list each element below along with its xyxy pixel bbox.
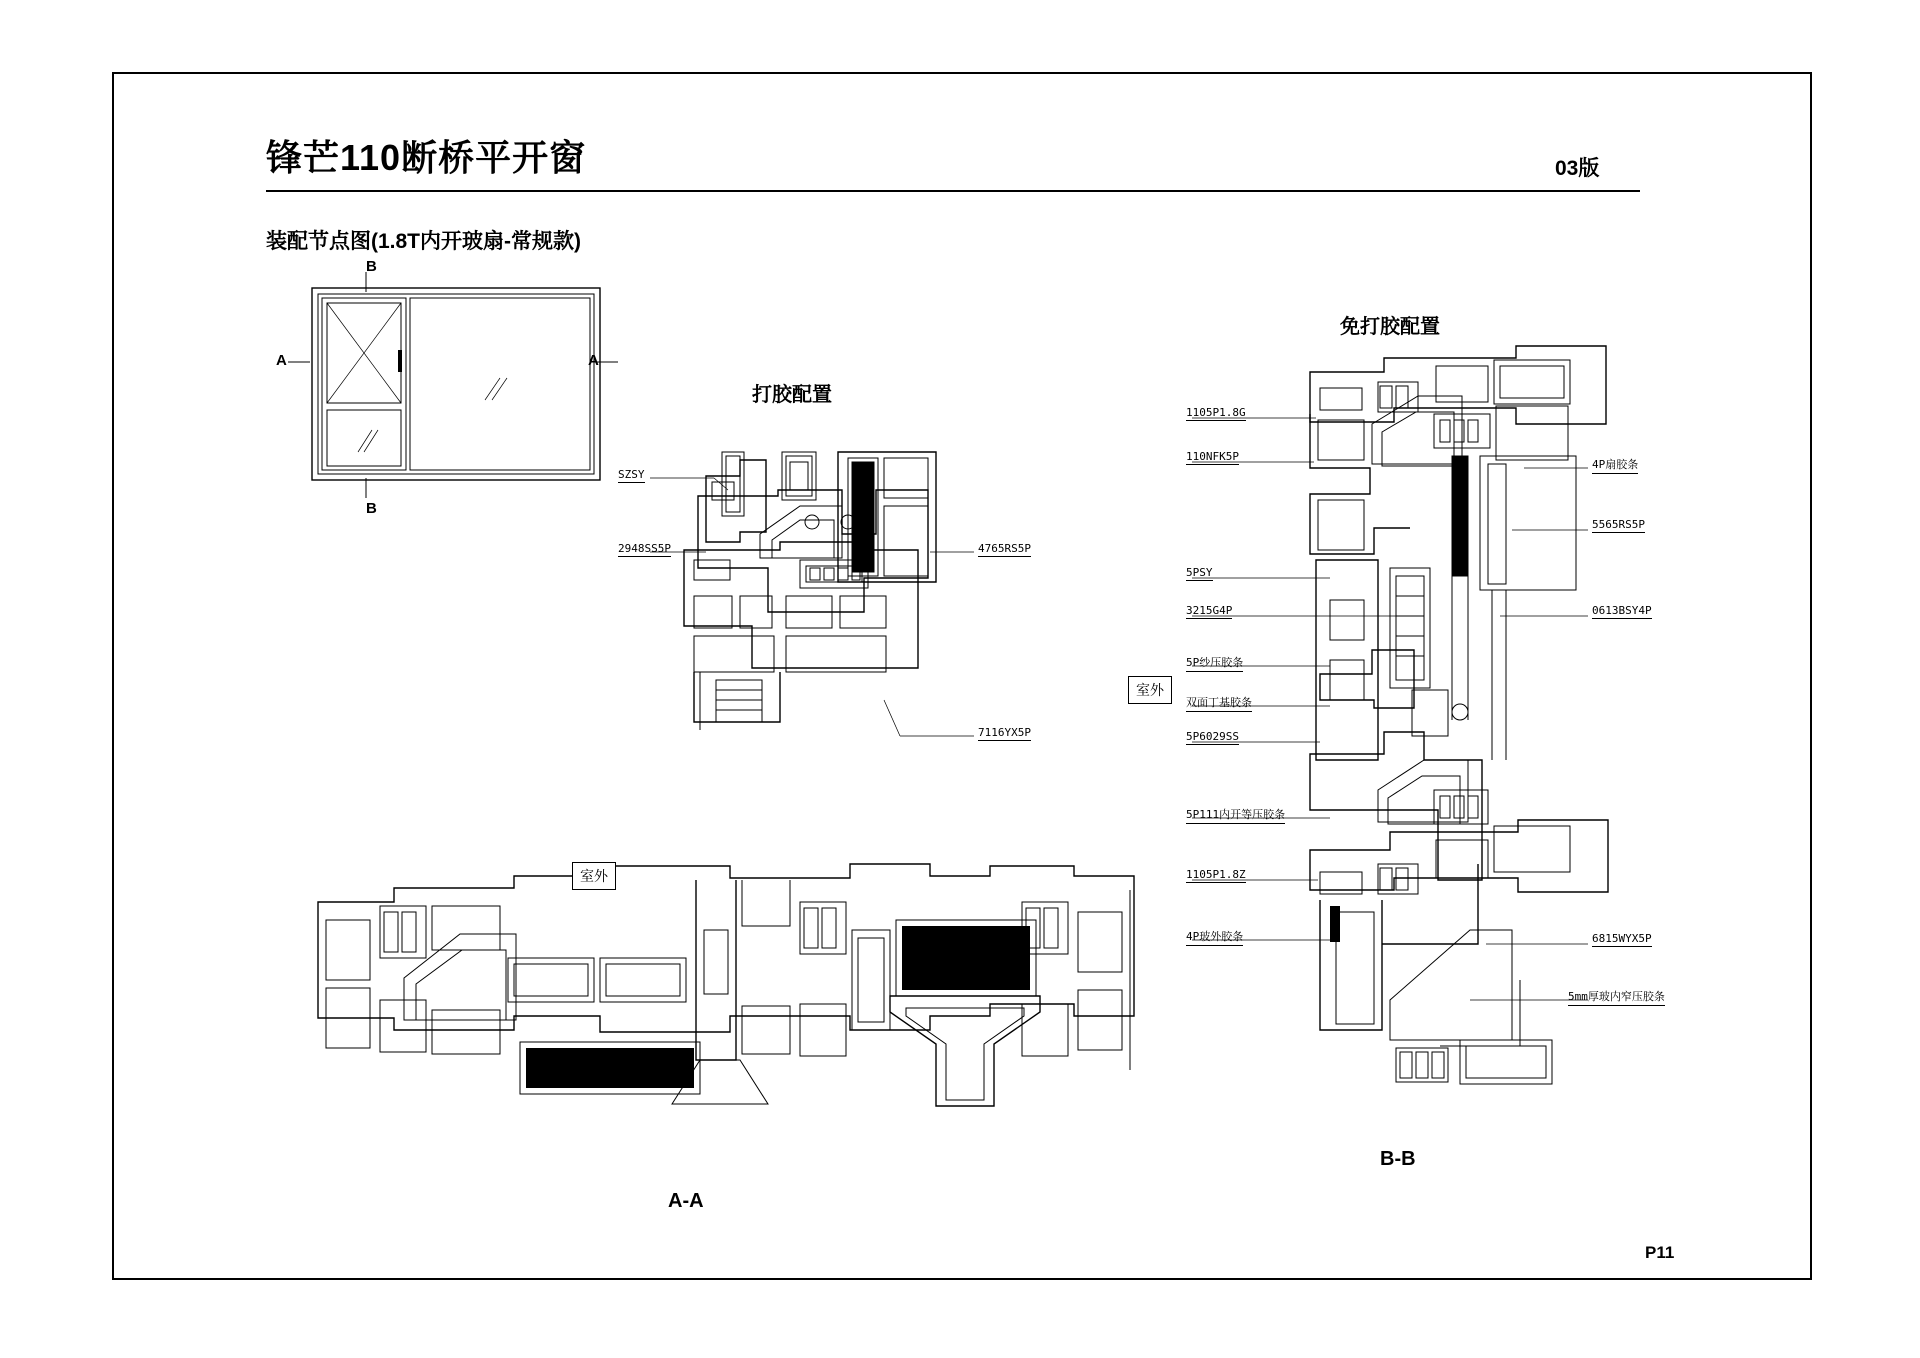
keyplan-window [288, 272, 618, 498]
outdoor-tag-right: 室外 [1128, 676, 1172, 704]
left-detail-section [650, 452, 974, 736]
subtitle: 装配节点图(1.8T内开玻扇-常规款) [266, 230, 581, 253]
label-7116yx5p: 7116YX5P [978, 726, 1031, 739]
label-4p-sash-gasket: 4P扇胶条 [1592, 456, 1638, 474]
right-detail-section [1178, 346, 1608, 1084]
label-110nfk5p: 110NFK5P [1186, 450, 1239, 463]
label-4p-outer-gasket: 4P玻外胶条 [1186, 928, 1243, 946]
version-label: 03版 [1555, 157, 1600, 180]
label-5p-sha-gasket: 5P纱压胶条 [1186, 654, 1243, 672]
bottom-section-caption: A-A [668, 1190, 704, 1212]
label-double-butyl-gasket: 双面丁基胶条 [1186, 694, 1252, 712]
right-detail-caption: 免打胶配置 [1340, 316, 1440, 338]
keyplan-section-right: A [588, 352, 599, 369]
label-5psy: 5PSY [1186, 566, 1213, 579]
label-6815wyx5p: 6815WYX5P [1592, 932, 1652, 945]
label-1105p18z: 1105P1.8Z [1186, 868, 1246, 881]
label-4765rs5p: 4765RS5P [978, 542, 1031, 555]
label-5mm-inner-gasket: 5mm厚玻内窄压胶条 [1568, 988, 1665, 1006]
keyplan-section-top: B [366, 258, 377, 275]
keyplan-section-bottom: B [366, 500, 377, 517]
bottom-detail-section [318, 864, 1134, 1106]
label-2948ss5p: 2948SS5P [618, 542, 671, 555]
keyplan-section-left: A [276, 352, 287, 369]
label-3215g4p: 3215G4P [1186, 604, 1233, 617]
left-detail-caption: 打胶配置 [752, 384, 832, 406]
label-5565rs5p: 5565RS5P [1592, 518, 1645, 531]
outdoor-tag-bottom: 室外 [572, 862, 616, 890]
label-0613bsy4p: 0613BSY4P [1592, 604, 1652, 617]
label-5p6029ss: 5P6029SS [1186, 730, 1239, 743]
label-5p111-gasket: 5P111内开等压胶条 [1186, 806, 1285, 824]
page-title: 锋芒110断桥平开窗 [266, 137, 587, 178]
label-szsy: SZSY [618, 468, 645, 481]
label-1105p18g: 1105P1.8G [1186, 406, 1246, 419]
right-section-caption: B-B [1380, 1148, 1416, 1170]
page-number: P11 [1645, 1243, 1675, 1262]
